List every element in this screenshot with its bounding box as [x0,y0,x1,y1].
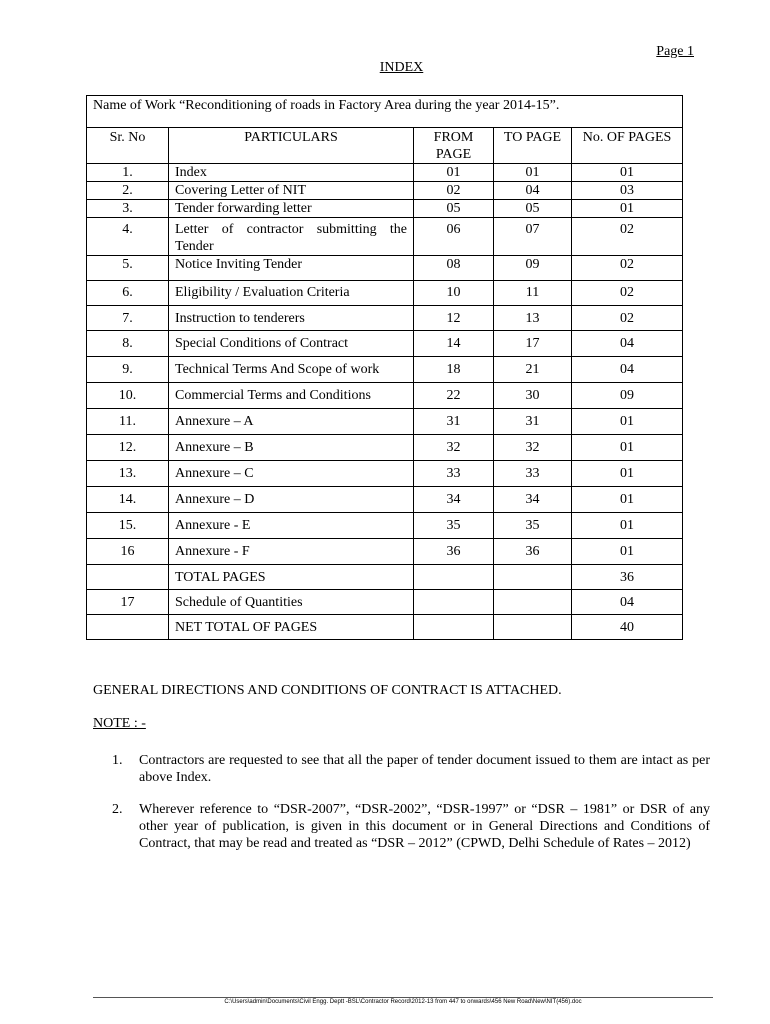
row-from-page: 35 [414,513,494,539]
row-from-page: 01 [414,164,494,182]
row-from-page: 33 [414,461,494,487]
row-to-page: 31 [494,409,572,435]
footer-divider [93,997,713,998]
row-sr-no: 6. [87,281,169,306]
header-row [87,128,683,164]
row-to-page: 32 [494,435,572,461]
row-from-page: 36 [414,539,494,565]
row-no-of-pages: 09 [572,383,683,409]
row-particulars: Annexure – B [169,435,414,461]
row-from-page: 02 [414,182,494,200]
row-to-page: 01 [494,164,572,182]
row-from-page: 10 [414,281,494,306]
row-to-page: 36 [494,539,572,565]
row-from-page: 12 [414,306,494,331]
table-row [87,487,683,513]
table-row [87,306,683,331]
row-particulars: Annexure – C [169,461,414,487]
row-particulars: Notice Inviting Tender [169,256,414,281]
table-row [87,513,683,539]
row-no-of-pages: 01 [572,435,683,461]
row-no-of-pages: 02 [572,306,683,331]
table-row [87,281,683,306]
row-from-page: 14 [414,331,494,357]
row-sr-no: 12. [87,435,169,461]
total-pages-value: 36 [572,565,683,590]
header-sr-no: Sr. No [87,128,169,164]
table-row [87,200,683,218]
row-sr-no: 2. [87,182,169,200]
row-sr-no: 10. [87,383,169,409]
row-sr-no: 3. [87,200,169,218]
row-particulars: Annexure - F [169,539,414,565]
note-number: 2. [112,802,123,817]
note-text: Wherever reference to “DSR-2007”, “DSR-2002”, “DSR-1997” or “DSR – 1981” or DSR of any other year of publication, is given in this document or in General Directions and Conditions of Contract, that may be read and treated as “DSR – 2012” (CPWD, Delhi Schedule of Rates – 2012) [139,802,710,851]
row-from-page: 06 [414,218,494,256]
row-to-page: 33 [494,461,572,487]
row-particulars: Annexure – D [169,487,414,513]
row-sr-no: 11. [87,409,169,435]
schedule-particulars: Schedule of Quantities [169,590,414,615]
table-row [87,331,683,357]
row-particulars: Commercial Terms and Conditions [169,383,414,409]
table-row [87,409,683,435]
general-directions: GENERAL DIRECTIONS AND CONDITIONS OF CONTRACT IS ATTACHED. [93,683,562,698]
row-particulars: Annexure - E [169,513,414,539]
row-from-page: 08 [414,256,494,281]
table-row [87,435,683,461]
footer-file-path: C:\Users\admin\Documents\Civil Engg. Deptt -BSL\Contractor Record\2012-13 from 447 to onwards\456 New Road\New\NIT(456).doc [224,999,582,1005]
header-to-page: TO PAGE [494,128,572,164]
row-particulars: Special Conditions of Contract [169,331,414,357]
row-to-page: 09 [494,256,572,281]
row-no-of-pages: 01 [572,164,683,182]
row-no-of-pages: 04 [572,331,683,357]
row-to-page: 07 [494,218,572,256]
row-no-of-pages: 01 [572,200,683,218]
total-pages-row [87,565,683,590]
table-row [87,218,683,256]
row-to-page: 34 [494,487,572,513]
row-from-page: 05 [414,200,494,218]
row-from-page: 22 [414,383,494,409]
row-particulars: Eligibility / Evaluation Criteria [169,281,414,306]
row-sr-no: 9. [87,357,169,383]
row-no-of-pages: 01 [572,513,683,539]
row-no-of-pages: 03 [572,182,683,200]
row-sr-no: 5. [87,256,169,281]
row-to-page: 30 [494,383,572,409]
row-from-page: 32 [414,435,494,461]
row-no-of-pages: 01 [572,409,683,435]
row-sr-no: 16 [87,539,169,565]
row-from-page: 34 [414,487,494,513]
row-particulars: Covering Letter of NIT [169,182,414,200]
row-particulars: Technical Terms And Scope of work [169,357,414,383]
page-number: Page 1 [656,44,694,59]
row-particulars: Letter of contractor submitting the Tender [169,218,414,256]
note-heading: NOTE : - [93,716,146,731]
note-text: Contractors are requested to see that all the paper of tender document issued to them are intact as per above Index. [139,753,710,785]
row-sr-no: 8. [87,331,169,357]
row-sr-no: 15. [87,513,169,539]
row-no-of-pages: 02 [572,281,683,306]
row-to-page: 17 [494,331,572,357]
page-title: INDEX [379,60,424,75]
row-sr-no: 13. [87,461,169,487]
row-from-page: 31 [414,409,494,435]
row-no-of-pages: 01 [572,487,683,513]
table-row [87,164,683,182]
total-pages-label: TOTAL PAGES [169,565,414,590]
row-to-page: 35 [494,513,572,539]
row-no-of-pages: 02 [572,218,683,256]
table-row [87,461,683,487]
row-sr-no: 1. [87,164,169,182]
note-item [112,801,710,852]
table-row [87,182,683,200]
net-total-row [87,615,683,640]
row-to-page: 05 [494,200,572,218]
net-total-value: 40 [572,615,683,640]
table-row [87,357,683,383]
name-of-work-row [87,96,683,128]
net-total-label: NET TOTAL OF PAGES [169,615,414,640]
row-particulars: Annexure – A [169,409,414,435]
row-to-page: 21 [494,357,572,383]
table-row [87,383,683,409]
table-row [87,256,683,281]
row-to-page: 11 [494,281,572,306]
schedule-pages: 04 [572,590,683,615]
schedule-sr: 17 [87,590,169,615]
row-no-of-pages: 04 [572,357,683,383]
note-item [112,752,710,786]
table-row [87,539,683,565]
row-to-page: 04 [494,182,572,200]
row-to-page: 13 [494,306,572,331]
row-no-of-pages: 02 [572,256,683,281]
row-particulars: Tender forwarding letter [169,200,414,218]
header-particulars: PARTICULARS [169,128,414,164]
name-of-work: Name of Work “Reconditioning of roads in Factory Area during the year 2014-15”. [87,96,683,128]
schedule-row [87,590,683,615]
header-from-page: FROM PAGE [414,128,494,164]
header-no-of-pages: No. OF PAGES [572,128,683,164]
row-particulars: Instruction to tenderers [169,306,414,331]
row-no-of-pages: 01 [572,539,683,565]
note-number: 1. [112,753,123,768]
index-table [86,95,683,640]
row-from-page: 18 [414,357,494,383]
row-no-of-pages: 01 [572,461,683,487]
row-particulars: Index [169,164,414,182]
row-sr-no: 7. [87,306,169,331]
row-sr-no: 14. [87,487,169,513]
row-sr-no: 4. [87,218,169,256]
